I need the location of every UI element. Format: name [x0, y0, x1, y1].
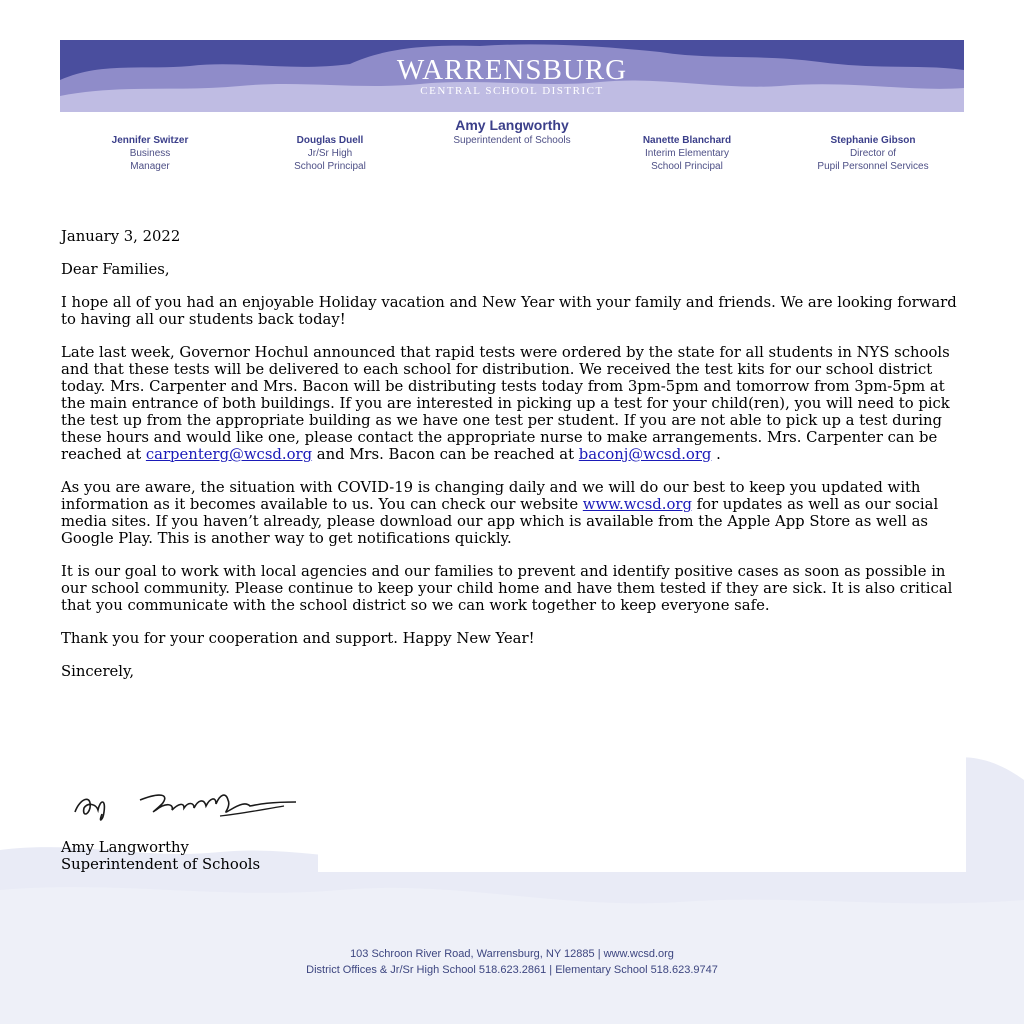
district-banner	[60, 40, 964, 112]
superintendent-name: Amy Langworthy	[455, 117, 569, 133]
website-link[interactable]: www.wcsd.org	[582, 496, 692, 513]
superintendent-title: Superintendent of Schools	[453, 135, 571, 146]
signature-block	[61, 839, 260, 873]
letter-body	[61, 228, 966, 696]
footer-address: 103 Schroon River Road, Warrensburg, NY 12885 | www.wcsd.org	[350, 948, 674, 960]
signer-name: Amy Langworthy	[61, 839, 189, 856]
staff-role-line: Pupil Personnel Services	[817, 161, 929, 172]
staff-entry	[617, 134, 757, 173]
letter-paragraph	[61, 479, 966, 547]
staff-name: Stephanie Gibson	[830, 135, 916, 146]
letter-paragraph: It is our goal to work with local agencies and our families to prevent and identify positive cases as soon as possible in our school community. Please continue to keep your child home and have them tested if they are sick. It is also critical that you communicate with the school district so we can work together to keep everyone safe.	[61, 563, 953, 614]
staff-role-line: Business	[129, 148, 171, 159]
staff-entry	[798, 134, 948, 173]
staff-name: Jennifer Switzer	[111, 135, 189, 146]
paragraph-text: .	[711, 446, 721, 463]
staff-entry	[80, 134, 220, 173]
staff-role-line: School Principal	[294, 161, 366, 172]
email-link-bacon[interactable]: baconj@wcsd.org	[578, 446, 712, 463]
letter-body-background	[318, 732, 966, 872]
superintendent-heading	[412, 117, 612, 146]
letter-date: January 3, 2022	[61, 228, 181, 245]
district-name: WARRENSBURG	[396, 54, 628, 86]
paragraph-text: Late last week, Governor Hochul announced that rapid tests were ordered by the state for all students in NYS schools and that these tests will be delivered to each school for distribution. We received the test kits for our school district today. Mrs. Carpenter and Mrs. Bacon will be distributing tests today from 3pm-5pm and tomorrow from 3pm-5pm at the main entrance of both buildings. If you are interested in picking up a test for your child(ren), you will need to pick the test up from the appropriate building as we have one test per student. If you are not able to pick up a test during these hours and would like one, please contact the appropriate nurse to make arrangements. Mrs. Carpenter can be reached at	[61, 344, 950, 463]
letter-paragraph: I hope all of you had an enjoyable Holiday vacation and New Year with your family and friends. We are looking forward to having all our students back today!	[61, 294, 957, 328]
paragraph-text: As you are aware, the situation with COVID-19 is changing daily and we will do our best to keep you updated with information as it becomes available to us. You can check our website	[61, 479, 921, 513]
staff-role-line: Director of	[849, 148, 897, 159]
staff-role-line: Interim Elementary	[645, 148, 729, 159]
letterhead-footer	[0, 946, 1024, 978]
letter-greeting: Dear Families,	[61, 261, 170, 278]
paragraph-text: and Mrs. Bacon can be reached at	[312, 446, 579, 463]
staff-role-line: Jr/Sr High	[307, 148, 353, 159]
footer-phones: District Offices & Jr/Sr High School 518.623.2861 | Elementary School 518.623.9747	[306, 964, 718, 976]
staff-entry	[260, 134, 400, 173]
letter-paragraph: Thank you for your cooperation and support. Happy New Year!	[61, 630, 535, 647]
staff-name: Nanette Blanchard	[642, 135, 732, 146]
letter-closing: Sincerely,	[61, 663, 135, 680]
staff-role-line: School Principal	[651, 161, 723, 172]
staff-role-line: Manager	[130, 161, 170, 172]
letter-paragraph	[61, 344, 966, 463]
paragraph-text: for updates as well as our social media sites. If you haven’t already, please download our app which is available from the Apple App Store as well as Google Play. This is another way to get notifications quickly.	[61, 496, 939, 547]
staff-name: Douglas Duell	[296, 135, 364, 146]
district-subtitle: CENTRAL SCHOOL DISTRICT	[420, 85, 604, 97]
email-link-carpenter[interactable]: carpenterg@wcsd.org	[145, 446, 313, 463]
signer-title: Superintendent of Schools	[61, 856, 261, 873]
handwritten-signature	[70, 780, 310, 830]
